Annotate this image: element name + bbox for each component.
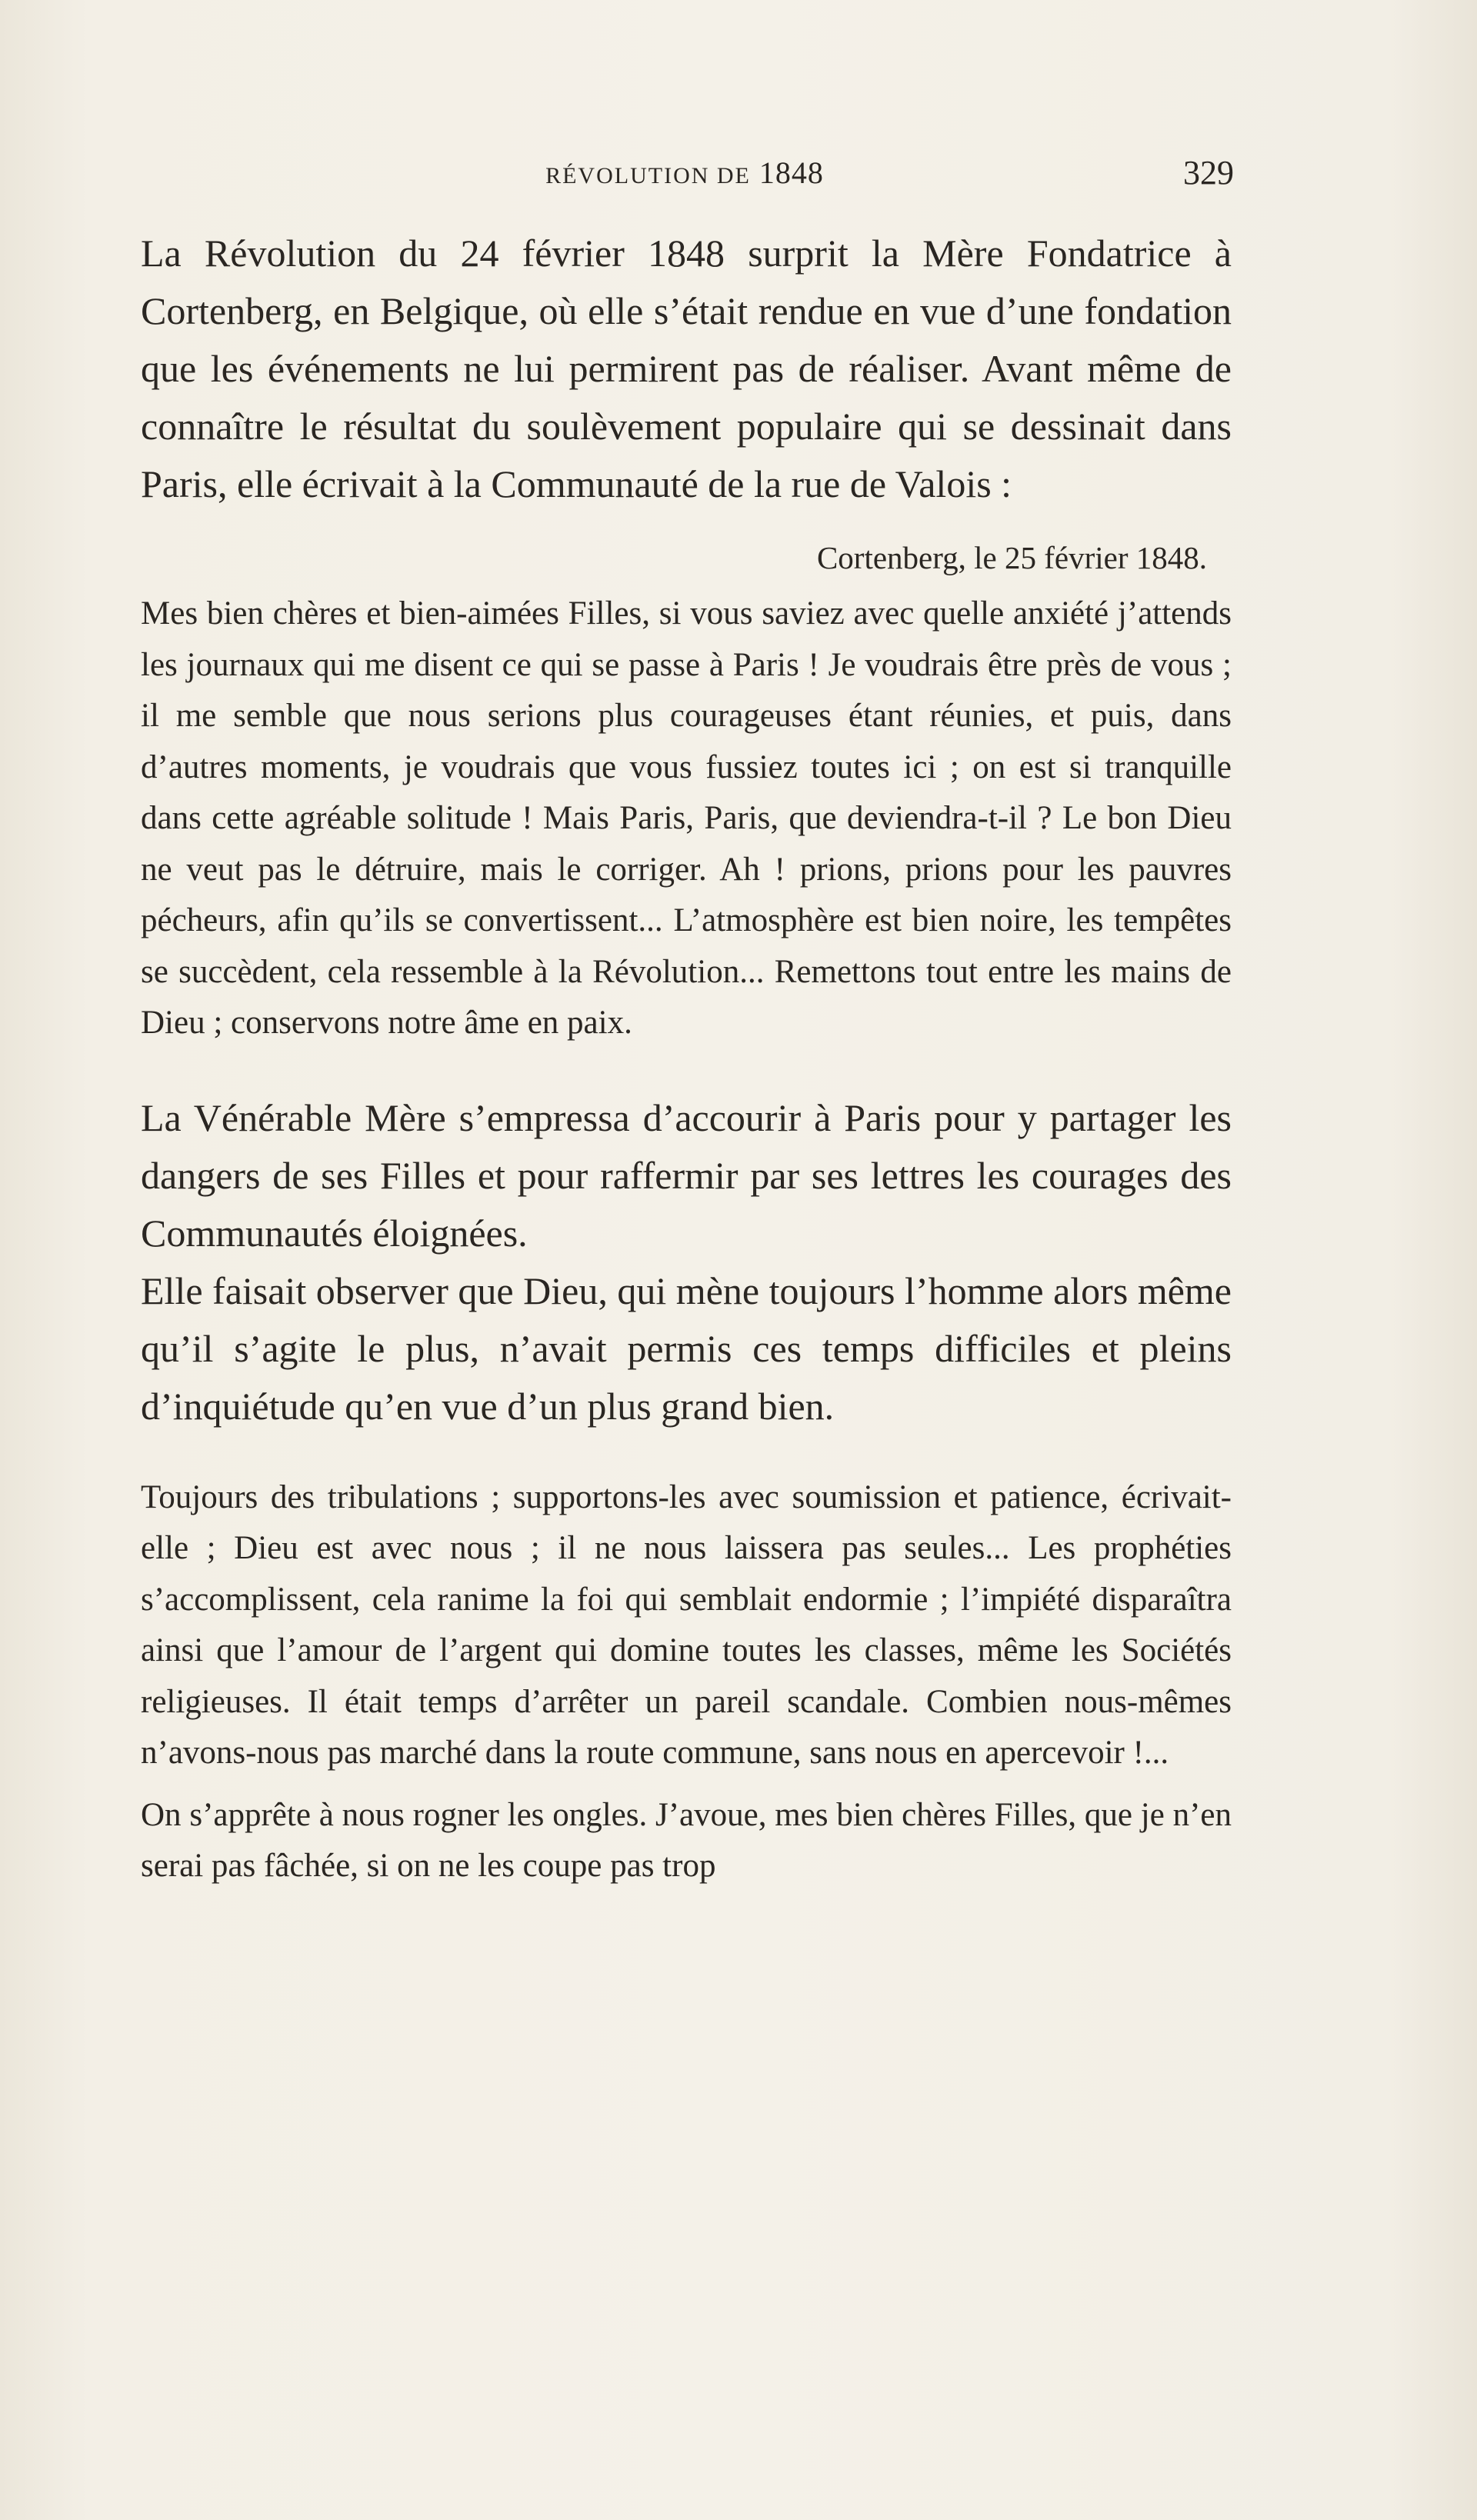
running-title-year: 1848 [759,155,824,190]
spacer [141,1435,1232,1472]
paragraph-observation: Elle faisait observer que Dieu, qui mène toujours l’homme alors même qu’il s’agite le plus, n’avait permis ces temps difficiles et pleins d’inquiétude qu’en vue d’un plus grand bien. [141,1268,1232,1428]
letter-quote-3: On s’apprête à nous rogner les ongles. J’avoue, mes bien chères Filles, que je n’en serai pas fâchée, si on ne les coupe pas trop [141,1796,1232,1884]
page-body [141,225,1232,1892]
page-number: 329 [1183,154,1234,192]
page-header [135,150,1234,196]
letter-dateline: Cortenberg, le 25 février 1848. [816,540,1207,575]
paragraph-intro: La Révolution du 24 février 1848 surprit la Mère Fondatrice à Cortenberg, en Belgique, où elle s’était rendue en vue d’une fondation que les événements ne lui permirent pas de réaliser. Avant même de connaître le résultat du soulèvement populaire qui se dessinait dans Paris, elle écrivait à la Communauté de la rue de Valois : [141,232,1232,505]
spacer [141,1049,1232,1089]
letter-quote-2: Toujours des tribulations ; supportons-les avec soumission et patience, écrivait-elle ; Dieu est avec nous ; il ne nous laissera pas seules... Les prophéties s’accomplissent, cela ranime la foi qui semblait endormie ; l’impiété disparaîtra ainsi que l’amour de l’argent qui domine toutes les classes, même les Sociétés religieuses. Il était temps d’arrêter un pareil scandale. Combien nous-mêmes n’avons-nous pas marché dans la route commune, sans nous en apercevoir !... [141,1478,1232,1771]
running-title [135,150,1234,199]
letter-quote-1: Mes bien chères et bien-aimées Filles, si vous saviez avec quelle anxiété j’attends les journaux qui me disent ce qui se passe à Paris ! Je voudrais être près de vous ; il me semble que nous serions plus courageuses étant réunies, et puis, dans d’autres moments, je voudrais que vous fussiez toutes ici ; on est si tranquille dans cette agréable solitude ! Mais Paris, Paris, que deviendra-t-il ? Le bon Dieu ne veut pas le détruire, mais le corriger. Ah ! prions, prions pour les pauvres pécheurs, afin qu’ils se convertissent... L’atmosphère est bien noire, les tempêtes se succèdent, cela ressemble à la Révolution... Remettons tout entre les mains de Dieu ; conservons notre âme en paix. [141,595,1232,1041]
paragraph-venerable-mother: La Vénérable Mère s’empressa d’accourir à Paris pour y partager les dangers de ses Filles et pour raffermir par ses lettres les courages des Communautés éloignées. [141,1095,1232,1255]
running-title-text: RÉVOLUTION DE [545,163,751,188]
